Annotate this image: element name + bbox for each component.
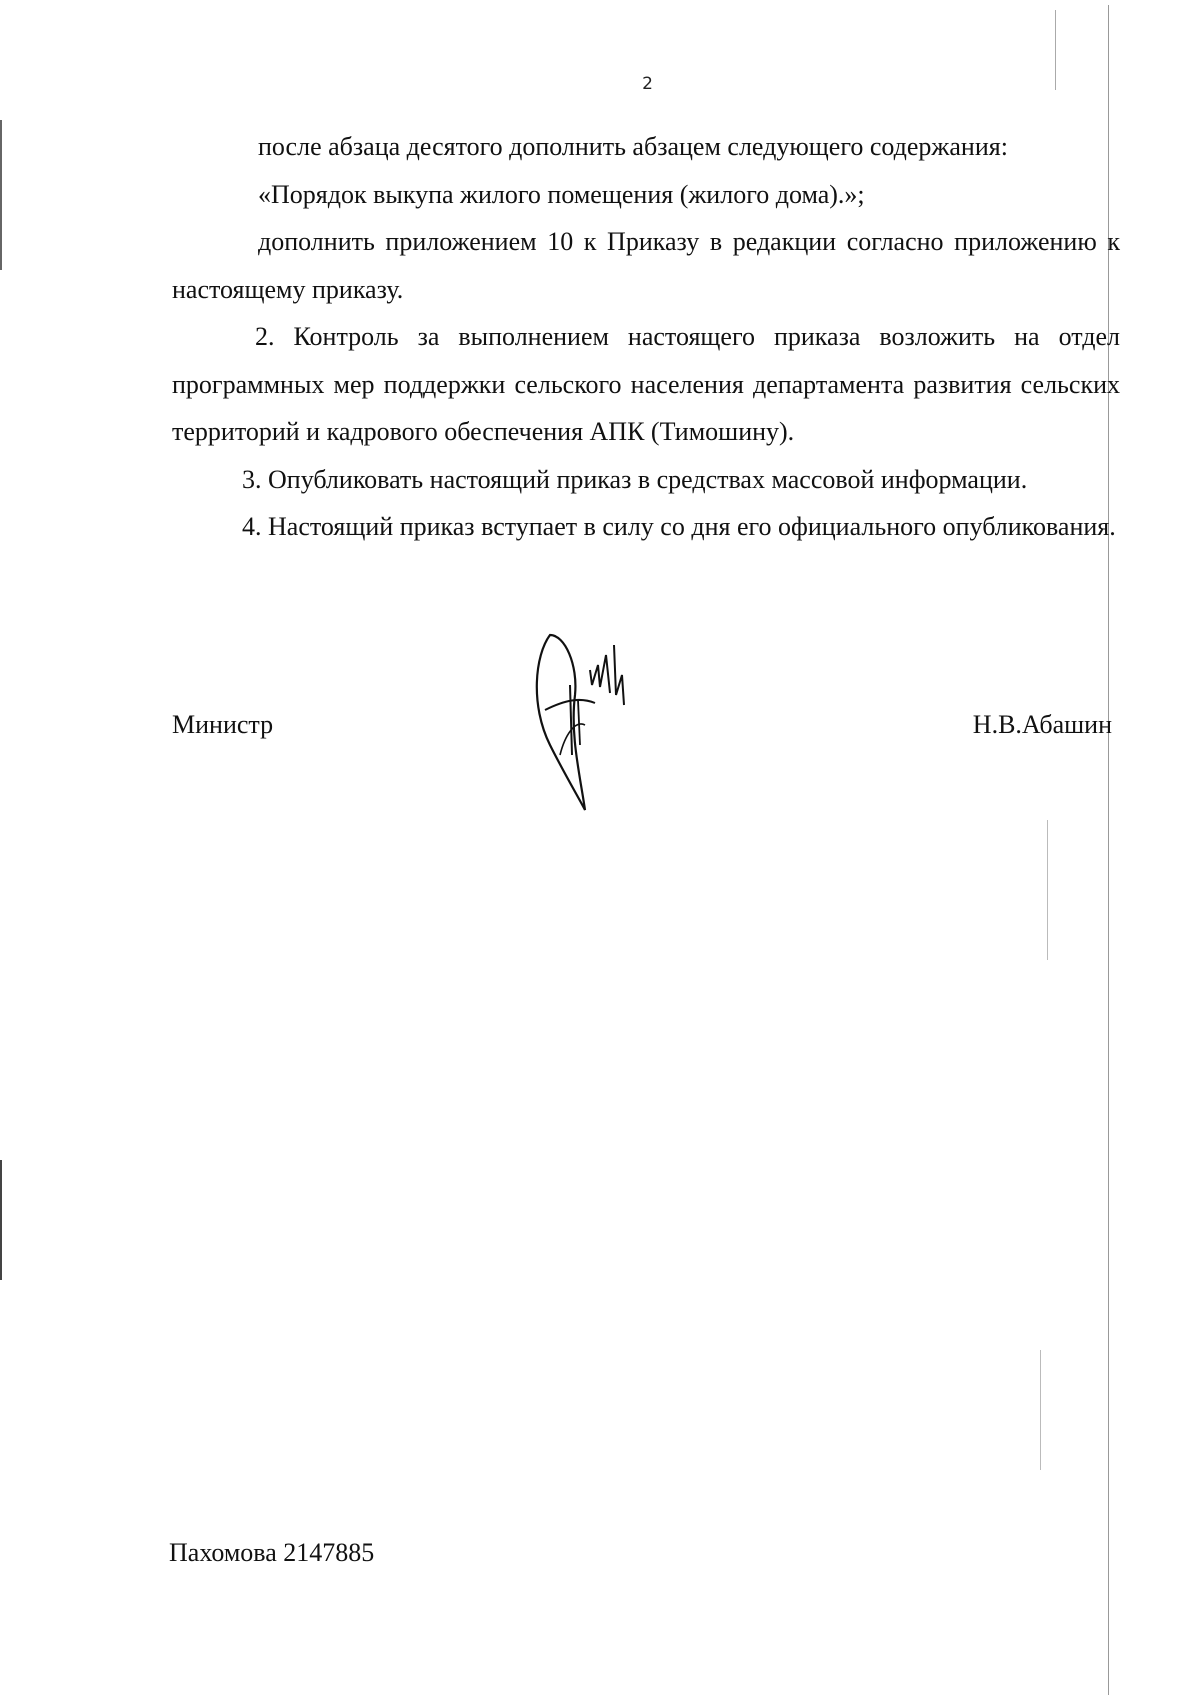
body-paragraph: 4. Настоящий приказ вступает в силу со дня его официального опубликования. (242, 512, 1116, 541)
document-body (172, 123, 1120, 551)
signatory-title: Министр (172, 710, 274, 739)
executor-contact: Пахомова 2147885 (169, 1538, 375, 1567)
scan-artifact-line (1047, 820, 1048, 960)
body-paragraph: после абзаца десятого дополнить абзацем следующего содержания: (258, 132, 1008, 161)
scan-artifact-line (0, 120, 2, 270)
handwritten-signature (530, 615, 660, 815)
page-number: 2 (642, 74, 653, 94)
body-paragraph: 2. Контроль за выполнением настоящего приказа возложить на отдел программных мер поддержки сельского населения департамента развития сельских территорий и кадрового обеспечения АПК (Тимошину). (172, 322, 1120, 446)
signatory-name: Н.В.Абашин (972, 710, 1112, 739)
scan-artifact-line (1040, 1350, 1041, 1470)
body-paragraph: 3. Опубликовать настоящий приказ в средствах массовой информации. (242, 464, 1028, 494)
body-paragraph: «Порядок выкупа жилого помещения (жилого дома).»; (258, 179, 865, 209)
body-paragraph: дополнить приложением 10 к Приказу в редакции согласно приложению к настоящему приказу. (172, 227, 1120, 304)
scan-artifact-line (0, 1160, 2, 1280)
